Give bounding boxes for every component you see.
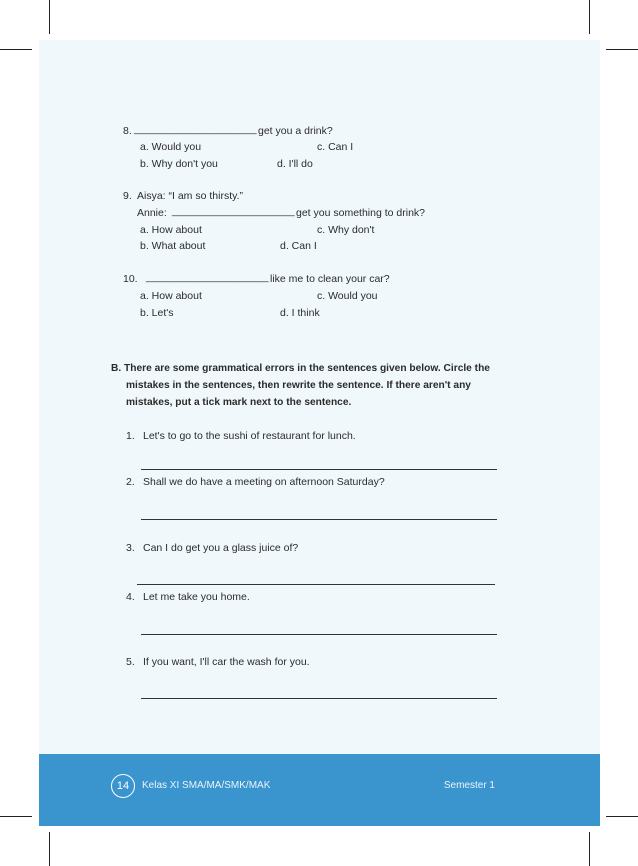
- q10-stem: like me to clean your car?: [270, 273, 390, 285]
- crop-mark: [589, 0, 590, 34]
- semester-label: Semester 1: [443, 780, 495, 791]
- answer-line[interactable]: [141, 698, 497, 699]
- q9-option-d: d. Can I: [280, 240, 317, 252]
- q9-option-a: a. How about: [140, 224, 202, 236]
- q9-speaker: Annie:: [137, 207, 167, 219]
- crop-mark: [0, 816, 32, 817]
- book-title: Kelas XI SMA/MA/SMK/MAK: [142, 780, 271, 791]
- q8-stem: get you a drink?: [258, 125, 333, 137]
- crop-mark: [606, 816, 638, 817]
- crop-mark: [0, 49, 32, 50]
- crop-mark: [606, 49, 638, 50]
- answer-line[interactable]: [141, 469, 497, 470]
- q8-blank: _____________________: [134, 123, 257, 135]
- q8-option-c: c. Can I: [317, 141, 354, 153]
- q10-option-c: c. Would you: [317, 290, 378, 302]
- q10-option-a: a. How about: [140, 290, 202, 302]
- q9-blank: _____________________: [172, 205, 295, 217]
- sentence-text: Let's to go to the sushi of restaurant for lunch.: [143, 430, 356, 442]
- q10-blank: _____________________: [146, 271, 269, 283]
- item-number: 3.: [126, 542, 135, 554]
- section-b-instruction: B. There are some grammatical errors in the sentences given below. Circle the: [111, 363, 490, 374]
- q10-option-d: d. I think: [280, 307, 320, 319]
- q8-option-b: b. Why don't you: [140, 158, 218, 170]
- answer-line[interactable]: [141, 634, 497, 635]
- item-number: 1.: [126, 430, 135, 442]
- q8-number: 8.: [123, 125, 132, 137]
- answer-line[interactable]: [137, 584, 495, 585]
- q9-line1: Aisya: “I am so thirsty.”: [137, 190, 243, 202]
- footer-band: [39, 754, 600, 826]
- crop-mark: [49, 0, 50, 34]
- item-number: 5.: [126, 656, 135, 668]
- q9-option-c: c. Why don't: [317, 224, 375, 236]
- sentence-text: If you want, I'll car the wash for you.: [143, 656, 310, 668]
- q10-option-b: b. Let's: [140, 307, 174, 319]
- q9-stem: get you something to drink?: [296, 207, 425, 219]
- q9-option-b: b. What about: [140, 240, 206, 252]
- item-number: 4.: [126, 591, 135, 603]
- q8-option-d: d. I'll do: [277, 158, 313, 170]
- page-number: 14: [111, 774, 135, 798]
- sentence-text: Let me take you home.: [143, 591, 250, 603]
- section-b-instruction: mistakes in the sentences, then rewrite the sentence. If there aren't any: [126, 380, 471, 391]
- q10-number: 10.: [123, 273, 138, 285]
- q9-number: 9.: [123, 190, 132, 202]
- q8-option-a: a. Would you: [140, 141, 202, 153]
- section-b-instruction: mistakes, put a tick mark next to the sentence.: [126, 397, 352, 408]
- crop-mark: [49, 832, 50, 866]
- item-number: 2.: [126, 476, 135, 488]
- sentence-text: Can I do get you a glass juice of?: [143, 542, 299, 554]
- sentence-text: Shall we do have a meeting on afternoon Saturday?: [143, 476, 385, 488]
- crop-mark: [589, 832, 590, 866]
- answer-line[interactable]: [141, 519, 497, 520]
